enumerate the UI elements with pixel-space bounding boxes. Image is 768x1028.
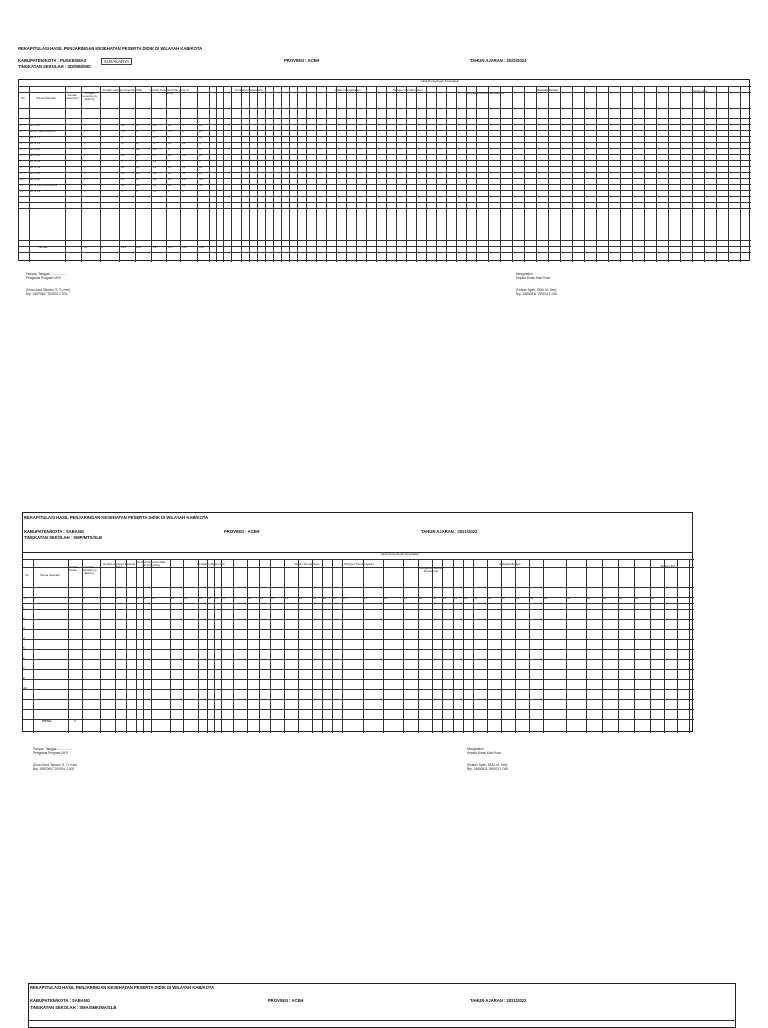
header-dijaring: Jumlah Peserta Didik yang di jaring — [149, 89, 189, 96]
row-value: 16 — [136, 171, 140, 175]
row-value: 9 — [182, 129, 184, 133]
total-value: 237 — [153, 245, 159, 249]
row-value: 11 — [182, 171, 186, 175]
column-number: 23 — [313, 596, 317, 600]
row-value: 16 — [168, 165, 172, 169]
row-value: 9 — [168, 135, 170, 139]
column-number: 27 — [364, 596, 368, 600]
row-value: 20 — [136, 183, 140, 187]
row-value: 5 — [168, 147, 170, 151]
row-value: 1 — [100, 153, 102, 157]
row-value: 1 — [84, 159, 86, 163]
header-jumlah-kelas-2: Jumlah Kelas — [68, 566, 78, 573]
row-value: 16 — [121, 153, 125, 157]
row-value: 9 — [153, 141, 155, 145]
row-number: dst — [23, 686, 28, 690]
header-mata: Mata / Penglihatan — [335, 89, 361, 92]
row-value: 11 — [168, 171, 172, 175]
row-value: 7 — [136, 135, 138, 139]
row-value: 24 — [153, 165, 157, 169]
row-value: 1 — [84, 147, 86, 151]
provinsi-label-3: PROVINSI : ACEH — [268, 998, 304, 1003]
school-name: SD N 32 — [29, 165, 41, 169]
row-value: 4 — [121, 159, 123, 163]
header-mental-2: Gangguan Mental Emosional — [419, 567, 443, 574]
header-mental: Gangguan Mental Emosional — [465, 92, 505, 95]
school-name: SD N 11 — [29, 141, 41, 145]
school-name: SD N 36 — [29, 171, 41, 175]
row-number: 6 — [23, 656, 25, 660]
row-value: 33 — [136, 147, 140, 151]
column-number: 22 — [299, 596, 303, 600]
header-status-gizi: Penilaian Status Gizi — [235, 89, 263, 92]
column-number: 20 — [271, 596, 275, 600]
total-value: 187 — [168, 245, 174, 249]
header-jumlah-dijaring: Jumlah peserta yg dijaring — [82, 92, 97, 102]
row-value: 34 — [121, 123, 125, 127]
school-name: SD N 01 — [29, 177, 41, 181]
total-label: TOTAL — [38, 245, 48, 249]
row-value: 30 — [168, 183, 172, 187]
tahun-ajaran-label-3: TAHUN AJARAN : 2021/2022 — [470, 998, 527, 1003]
row-value: 17 — [121, 141, 125, 145]
row-number: 1 — [23, 606, 25, 610]
tingkatan-label-2: TINGKATAN SEKOLAH : SMP/MTS/SLB — [24, 535, 103, 540]
total-value: 120 — [182, 245, 188, 249]
row-value: 26 — [182, 183, 186, 187]
row-number: 3 — [20, 135, 22, 139]
header-telinga-2: Telinga / Pendengaran — [343, 563, 375, 566]
row-value: 70 — [121, 129, 125, 133]
row-value: 12 — [199, 135, 203, 139]
row-number: 2 — [23, 616, 25, 620]
header-status-gizi-2: Penilaian Status Gizi — [197, 563, 225, 566]
row-number: 8 — [20, 165, 22, 169]
column-number: 12 — [184, 596, 188, 600]
row-value: 11 — [182, 153, 186, 157]
column-number: 25 — [333, 596, 337, 600]
column-number: 44 — [619, 596, 623, 600]
row-value: 1 — [100, 189, 102, 193]
report-title-2: REKAPITULASI HASIL PENJARINGAN KESEHATAN PESERTA DIDIK DI WILAYAH KAB/KOTA — [24, 515, 209, 520]
row-value: 27 — [136, 177, 140, 181]
column-number: 41 — [567, 596, 571, 600]
row-value: 4 — [182, 189, 184, 193]
row-value: 6 — [182, 147, 184, 151]
row-value: 32 — [153, 171, 157, 175]
row-value: 7 — [199, 189, 201, 193]
total-value: 12 — [84, 245, 88, 249]
header-no: No — [21, 97, 25, 100]
row-value: 15 — [168, 141, 172, 145]
signature-right-1: Mengetahui Kepala Dinas Kab/ Kota (Febian Syah, SKM, M. Kes) Nip. 19800811 199103 1 006 — [516, 272, 557, 296]
row-value: 4 — [168, 159, 170, 163]
report-title: REKAPITULASI HASIL PENJARINGAN KESEHATAN PESERTA DIDIK DI WILAYAH KAB/KOTA — [18, 46, 203, 51]
total-label: TOTAL — [42, 719, 52, 723]
row-value: 24 — [199, 171, 203, 175]
header-no-2: No — [25, 574, 29, 577]
column-number: 33 — [454, 596, 458, 600]
column-number: 24 — [323, 596, 327, 600]
row-value: 5 — [199, 141, 201, 145]
column-number: 46 — [651, 596, 655, 600]
row-value: 1 — [100, 141, 102, 145]
column-number: 32 — [443, 596, 447, 600]
row-number: 5 — [23, 646, 25, 650]
row-number: 3 — [23, 626, 25, 630]
row-value: 23 — [199, 129, 203, 133]
total-value: 12 — [100, 245, 104, 249]
column-number: 39 — [530, 596, 534, 600]
row-value: 1 — [100, 147, 102, 151]
row-value: 8 — [199, 147, 201, 151]
row-value: 24 — [199, 165, 203, 169]
row-number: 9 — [20, 171, 22, 175]
row-number: 7 — [23, 666, 25, 670]
row-value: 1 — [100, 177, 102, 181]
recap-table-3 — [28, 983, 736, 1028]
header-mata-2: Mata / Penglihatan — [294, 563, 320, 566]
row-value: 1 — [100, 135, 102, 139]
row-value: 1 — [100, 123, 102, 127]
column-number: 13 — [199, 596, 203, 600]
column-number: 40 — [544, 596, 548, 600]
row-number: 10 — [20, 177, 24, 181]
total-value: 164 — [121, 245, 127, 249]
row-value: 1 — [84, 171, 86, 175]
row-value: 56 — [199, 183, 203, 187]
row-value: 1 — [100, 183, 102, 187]
school-name: SD N 77 — [29, 135, 41, 139]
school-name: SD N 19 — [29, 189, 41, 193]
kabupaten-label: KABUPATEN/KOTA : PUSKESMAS — [18, 58, 87, 63]
row-value: 1 — [84, 177, 86, 181]
tahun-ajaran-label: TAHUN AJARAN : 2022/2023 — [470, 58, 527, 63]
row-value: 20 — [153, 123, 157, 127]
column-number: 30 — [419, 596, 423, 600]
column-number: 42 — [587, 596, 591, 600]
column-number: 37 — [502, 596, 506, 600]
tingkatan-label: TINGKATAN SEKOLAH : SD/MIN/MIS — [18, 64, 91, 69]
row-value: 1 — [84, 189, 86, 193]
row-value: 20 — [199, 153, 203, 157]
school-name: SD N 809 BALOHAN — [29, 183, 58, 187]
column-number: 1 — [24, 596, 26, 600]
column-number: 11 — [171, 596, 175, 600]
row-value: 1 — [84, 153, 86, 157]
row-value: 1 — [84, 123, 86, 127]
row-value: 9 — [121, 135, 123, 139]
column-number: 9 — [144, 596, 146, 600]
row-value: 22 — [168, 177, 172, 181]
row-value: 16 — [121, 165, 125, 169]
row-value: 6 — [182, 123, 184, 127]
row-value: 34 — [153, 183, 157, 187]
signature-right-2: Mengetahui Kepala Dinas Kab/ Kota (Febian Syah, SKM, M. Kes) Nip. 19800811 199103 1 006 — [467, 747, 508, 771]
total-value: 0 — [74, 719, 76, 723]
row-value: 12 — [153, 159, 157, 163]
column-number: 21 — [285, 596, 289, 600]
header-hasil-penjaringan: Hasil Penjaringan Kesehatan — [420, 80, 460, 83]
row-value: 1 — [84, 165, 86, 169]
row-value: 26 — [199, 123, 203, 127]
row-value: 12 — [182, 165, 186, 169]
column-number: 29 — [404, 596, 408, 600]
column-number: 15 — [215, 596, 219, 600]
row-value: 59 — [199, 177, 203, 181]
column-number: 14 — [208, 596, 212, 600]
column-number: 19 — [260, 596, 264, 600]
column-number: 43 — [603, 596, 607, 600]
header-dijaring-2: Jumlah Peserta Didik yang di jaring — [136, 561, 166, 568]
row-value: 9 — [136, 159, 138, 163]
column-number: 36 — [488, 596, 492, 600]
row-number: 5 — [20, 147, 22, 151]
header-masalah-belajar-2: Masalah Belajar — [499, 563, 521, 566]
column-number: 7 — [127, 596, 129, 600]
column-number: 26 — [343, 596, 347, 600]
column-number: 5 — [101, 596, 103, 600]
tahun-ajaran-label-2: TAHUN AJARAN : 2021/2022 — [421, 529, 478, 534]
row-value: 70 — [168, 129, 172, 133]
kabupaten-label-3: KABUPATEN/KOTA : SABANG — [30, 998, 91, 1003]
header-telinga: Telinga / Pendengaran — [392, 89, 423, 92]
row-value: 9 — [136, 129, 138, 133]
row-value: 25 — [121, 177, 125, 181]
column-number: 6 — [116, 596, 118, 600]
row-value: 15 — [136, 165, 140, 169]
row-number: 4 — [20, 141, 22, 145]
row-number: 7 — [20, 159, 22, 163]
row-number: 4 — [23, 636, 25, 640]
row-value: 13 — [153, 189, 157, 193]
report-title-3: REKAPITULASI HASIL PENJARINGAN KESEHATAN PESERTA DIDIK DI WILAYAH KAB/KOTA — [30, 985, 215, 990]
signature-left-2: Tempat, Tanggal .................. Pengelola Program UKS (Ema Nurul Tabrani, S. Tr. Kes) Nip. 19870607 200901 2 003 — [33, 747, 78, 771]
row-value: 27 — [136, 141, 140, 145]
column-number: 45 — [635, 596, 639, 600]
provinsi-label: PROVINSI : ACEH — [284, 58, 320, 63]
row-value: 8 — [136, 189, 138, 193]
row-value: 12 — [153, 135, 157, 139]
tingkatan-label-3: TINGKATAN SEKOLAH : SMA/SMK/MA/SLB — [30, 1005, 117, 1010]
row-number: 1 — [20, 123, 22, 127]
signature-left-1: Tempat, Tanggal .................. Pengelola Program UKS (Ema Nurul Tabrani, S. Tr. Kes) Nip. 19870607 200901 2 003 — [26, 272, 71, 296]
row-value: 1 — [182, 159, 184, 163]
column-number: 2 — [34, 596, 36, 600]
row-value: 11 — [136, 153, 140, 157]
row-value: 35 — [121, 183, 125, 187]
header-strata-uks-2: Strata UKS — [660, 565, 676, 568]
row-number: 2 — [20, 129, 22, 133]
total-value: 109 — [136, 245, 142, 249]
header-nama-sekolah-2: Nama Sekolah — [40, 574, 60, 577]
row-value: 6 — [199, 159, 201, 163]
school-name: SD N 28 — [29, 123, 41, 127]
column-number: 35 — [474, 596, 478, 600]
row-value: 1 — [84, 129, 86, 133]
row-value: 1 — [100, 165, 102, 169]
row-value: 23 — [182, 141, 186, 145]
header-masalah-belajar: Masalah Belajar — [536, 89, 559, 92]
column-number: 3 — [69, 596, 71, 600]
header-hasil-penjaringan-2: Hasil Penjaringan Kesehatan — [380, 553, 420, 556]
row-value: 11 — [121, 171, 125, 175]
school-name: MIN P. SELISADHA — [29, 129, 56, 133]
row-value: 1 — [84, 183, 86, 187]
row-value: 17 — [136, 123, 140, 127]
column-number: 4 — [83, 596, 85, 600]
header-strata-uks: Strata UKS — [692, 90, 708, 93]
column-number: 16 — [222, 596, 226, 600]
column-number: 38 — [516, 596, 520, 600]
header-sasaran: Jumlah sasaran Peserta Didik — [102, 89, 142, 92]
row-number: 6 — [20, 153, 22, 157]
row-value: 2 — [153, 129, 155, 133]
total-value: 296 — [199, 245, 205, 249]
column-number: 34 — [464, 596, 468, 600]
column-number: 18 — [248, 596, 252, 600]
row-value: 30 — [168, 123, 172, 127]
provinsi-label-2: PROVINSI : ACEH — [224, 529, 260, 534]
school-name: SD N 12 — [29, 159, 41, 163]
column-number: 31 — [433, 596, 437, 600]
school-name: SD N 22 — [29, 153, 41, 157]
header-sasaran-2: Jumlah sasaran Peserta Didik — [102, 563, 136, 570]
row-value: 25 — [153, 147, 157, 151]
row-value: 7 — [182, 135, 184, 139]
column-number: 8 — [137, 596, 139, 600]
row-value: 1 — [84, 141, 86, 145]
row-number: 11 — [20, 183, 24, 187]
row-value: 1 — [84, 135, 86, 139]
row-value: 1 — [100, 129, 102, 133]
header-nama-sekolah: Nama Sekolah — [36, 97, 56, 100]
column-number: 10 — [152, 596, 156, 600]
kabupaten-label-2: KABUPATEN/KOTA : SABANG — [24, 529, 85, 534]
row-value: 1 — [100, 159, 102, 163]
row-value: 39 — [153, 177, 157, 181]
row-number: 12 — [20, 189, 24, 193]
row-value: 1 — [100, 171, 102, 175]
row-value: 27 — [153, 153, 157, 157]
school-name: SD N 15 — [29, 147, 41, 151]
row-number: 8 — [23, 676, 25, 680]
row-value: 16 — [168, 153, 172, 157]
kabupaten-value: SUKAKARYA — [101, 58, 132, 65]
row-value: 3 — [168, 189, 170, 193]
row-value: 5 — [121, 147, 123, 151]
column-number: 28 — [384, 596, 388, 600]
column-number: 17 — [234, 596, 238, 600]
row-value: 6 — [121, 189, 123, 193]
header-jumlah-dijaring-2: Jumlah Sekolah yg dijaring — [81, 566, 97, 576]
row-value: 21 — [182, 177, 186, 181]
header-jumlah-kelas: Jumlah Kelas/Jml — [65, 94, 79, 101]
